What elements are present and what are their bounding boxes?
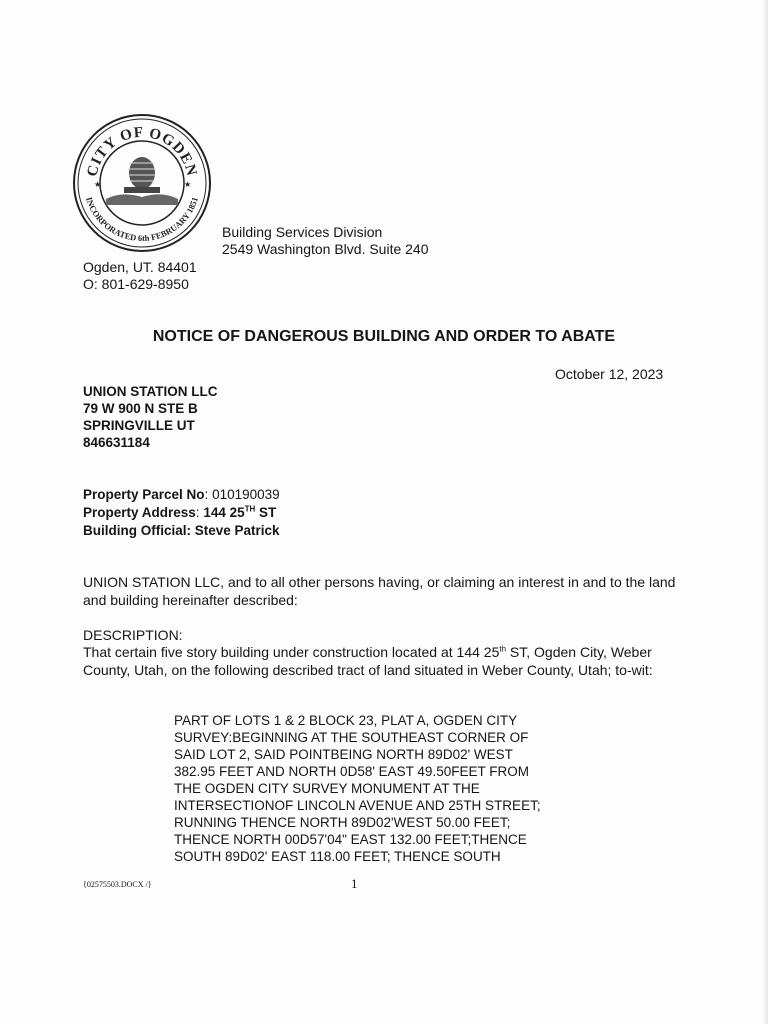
parcel-label: Property Parcel No (83, 487, 205, 502)
letterhead-division (222, 224, 429, 258)
svg-text:CITY OF OGDEN: CITY OF OGDEN (84, 124, 200, 179)
scan-edge (762, 0, 768, 1024)
svg-text:INCORPORATED 6th FEBRUARY 1851: INCORPORATED 6th FEBRUARY 1851 (84, 195, 200, 244)
parcel-value: 010190039 (212, 487, 280, 502)
beehive-icon (106, 157, 178, 205)
legal-line: 382.95 FEET AND NORTH 0D58' EAST 49.50FEET FROM (174, 764, 529, 779)
address-number: 144 25 (203, 505, 245, 520)
owner-street: 79 W 900 N STE B (83, 401, 198, 416)
document-title: NOTICE OF DANGEROUS BUILDING AND ORDER TO ABATE (152, 328, 616, 345)
intro-paragraph: UNION STATION LLC, and to all other persons having, or claiming an interest in and to the land and building hereinafter described: (83, 574, 676, 608)
svg-text:★: ★ (94, 180, 102, 189)
owner-city: SPRINGVILLE UT (83, 418, 195, 433)
legal-line: SURVEY:BEGINNING AT THE SOUTHEAST CORNER OF (174, 730, 529, 745)
page-number: 1 (351, 876, 358, 891)
letterhead-contact (83, 259, 197, 293)
legal-line: SAID LOT 2, SAID POINTBEING NORTH 89D02' WEST (174, 747, 513, 762)
city-line: Ogden, UT. 84401 (83, 259, 197, 275)
division-address: 2549 Washington Blvd. Suite 240 (222, 241, 429, 257)
official-label: Building Official: (83, 523, 191, 538)
property-info (83, 486, 280, 540)
description-heading: DESCRIPTION: (83, 627, 183, 643)
phone-line: O: 801-629-8950 (83, 276, 189, 292)
official-value: Steve Patrick (194, 523, 280, 538)
division-name: Building Services Division (222, 224, 383, 240)
owner-address-block (83, 383, 218, 451)
description-sup: th (499, 644, 507, 654)
document-reference: {02575503.DOCX /} (83, 880, 152, 889)
address-label: Property Address (83, 505, 196, 520)
legal-line: SOUTH 89D02' EAST 118.00 FEET; THENCE SOUTH (174, 849, 501, 864)
legal-description (174, 712, 541, 865)
parcel-line: Property Parcel No: 010190039 (83, 487, 280, 502)
legal-line: RUNNING THENCE NORTH 89D02'WEST 50.00 FEET; (174, 815, 511, 830)
owner-zip: 846631184 (83, 435, 150, 450)
description-part-2: ST, Ogden City, Weber County, Utah, on the following described tract of land situated in Weber County, Utah; to-wit: (83, 644, 653, 678)
description-text (83, 643, 683, 679)
description-part-1: That certain five story building under construction located at 144 25 (83, 644, 500, 660)
address-suffix: ST (255, 505, 277, 520)
address-line: Property Address: 144 25TH ST (83, 504, 277, 520)
city-of-ogden-seal (72, 113, 212, 253)
official-line (83, 522, 280, 540)
document-date: October 12, 2023 (555, 366, 664, 382)
svg-text:★: ★ (184, 180, 192, 189)
address-sup: TH (244, 504, 256, 514)
owner-name: UNION STATION LLC (83, 384, 218, 399)
legal-line: THENCE NORTH 00D57'04" EAST 132.00 FEET;THENCE (174, 832, 527, 847)
legal-line: PART OF LOTS 1 & 2 BLOCK 23, PLAT A, OGDEN CITY (174, 713, 518, 728)
legal-line: INTERSECTIONOF LINCOLN AVENUE AND 25TH STREET; (174, 798, 541, 813)
legal-line: THE OGDEN CITY SURVEY MONUMENT AT THE (174, 781, 480, 796)
